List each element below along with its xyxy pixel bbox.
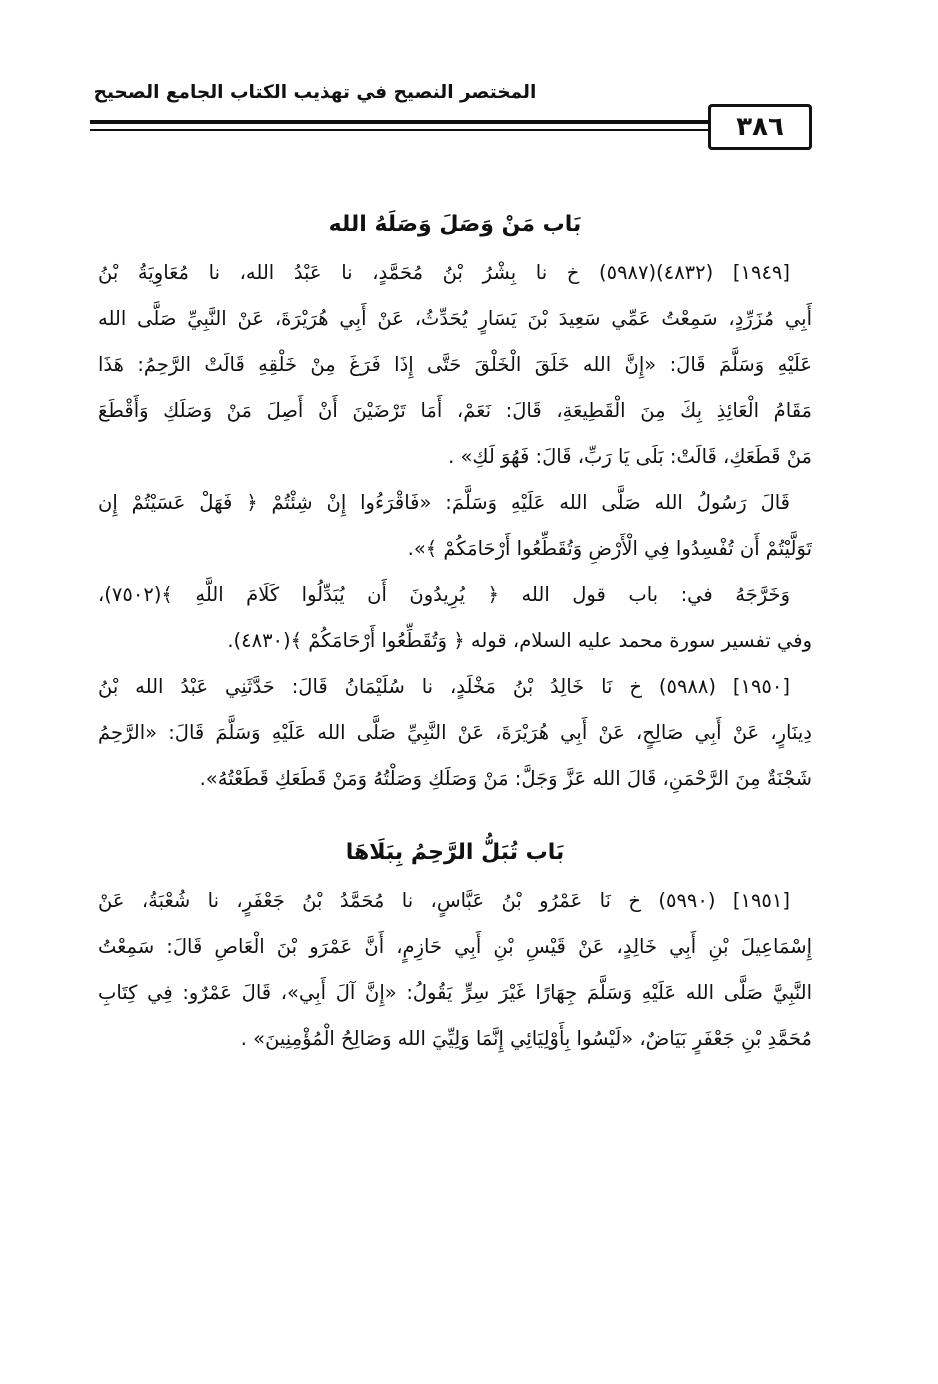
header-rule-thin [90,129,708,131]
text-line: عَلَيْهِ وَسَلَّمَ قَالَ: «إِنَّ الله خَلَقَ الْخَلْقَ حَتَّى إِذَا فَرَغَ مِنْ خَلْقِهِ قَالَتْ الرَّحِمُ: هَذَا [98,353,812,376]
hadith-1949 [98,250,812,480]
text-line: قَالَ رَسُولُ الله صَلَّى الله عَلَيْهِ وَسَلَّمَ: «فَاقْرَءُوا إِنْ شِئْتُمْ ﴿ فَهَلْ عَسَيْتُمْ إِن [98,491,790,514]
section-heading-1: بَاب مَنْ وَصَلَ وَصَلَهُ الله [328,212,582,237]
takhrij-paragraph [98,572,812,664]
text-line: [١٩٥٠] (٥٩٨٨) خ نَا خَالِدُ بْنُ مَخْلَدٍ، نا سُلَيْمَانُ قَالَ: حَدَّثَنِي عَبْدُ الله بْنُ [98,675,790,698]
text-line: [١٩٥١] (٥٩٩٠) خ نَا عَمْرُو بْنُ عَبَّاسٍ، نا مُحَمَّدُ بْنُ جَعْفَرٍ، نا شُعْبَةُ، عَنْ [98,889,790,912]
text-line: أَبِي مُزَرِّدٍ، سَمِعْتُ عَمِّي سَعِيدَ بْنَ يَسَارٍ يُحَدِّثُ، عَنْ أَبِي هُرَيْرَةَ، عَنْ النَّبِيِّ صَلَّى الله [98,307,812,330]
hadith-1951 [98,878,812,1062]
section-heading-2: بَاب تُبَلُّ الرَّحِمُ بِبَلَاهَا [345,840,565,865]
page-number: ٣٨٦ [708,104,812,150]
text-line: النَّبِيَّ صَلَّى الله عَلَيْهِ وَسَلَّمَ جِهَارًا غَيْرَ سِرٍّ يَقُولُ: «إِنَّ آلَ أَبِي»، قَالَ عَمْرٌو: فِي كِتَابِ [98,981,812,1004]
text-line: وفي تفسير سورة محمد عليه السلام، قوله ﴿ وَتُقَطِّعُوا أَرْحَامَكُمْ ﴾(٤٨٣٠). [227,629,812,652]
page-body [98,200,812,1062]
text-line: مَقَامُ الْعَائِذِ بِكَ مِنَ الْقَطِيعَةِ، قَالَ: نَعَمْ، أَمَا تَرْضَيْنَ أَنْ أَصِلَ مَنْ وَصَلَكِ وَأَقْطَعَ [98,399,812,422]
text-line: تَوَلَّيْتُمْ أَن تُفْسِدُوا فِي الْأَرْضِ وَتُقَطِّعُوا أَرْحَامَكُمْ ﴾». [407,537,812,560]
header-rule-thick [90,120,708,124]
text-line: مَنْ قَطَعَكِ، قَالَتْ: بَلَى يَا رَبِّ، قَالَ: فَهُوَ لَكِ» . [448,445,812,468]
text-line: [١٩٤٩] (٤٨٣٢)(٥٩٨٧) خ نا بِشْرُ بْنُ مُحَمَّدٍ، نا عَبْدُ الله، نا مُعَاوِيَةُ بْنُ [98,261,791,284]
text-line: وَخَرَّجَهُ في: باب قول الله ﴿ يُرِيدُونَ أَن يُبَدِّلُوا كَلَامَ اللَّهِ ﴾(٧٥٠٢)، [98,583,790,606]
hadith-1950 [98,664,812,802]
text-line: دِينَارٍ، عَنْ أَبِي صَالِحٍ، عَنْ أَبِي هُرَيْرَةَ، عَنْ النَّبِيِّ صَلَّى الله عَلَيْهِ وَسَلَّمَ قَالَ: «الرَّحِمُ [98,721,812,744]
running-title: المختصر النصيح في تهذيب الكتاب الجامع الصحيح [93,82,537,103]
quran-quote-paragraph [98,480,812,572]
text-line: مُحَمَّدِ بْنِ جَعْفَرٍ بَيَاضٌ، «لَيْسُوا بِأَوْلِيَائِي إِنَّمَا وَلِيِّيَ الله وَصَالِحُ الْمُؤْمِنِينَ» . [240,1027,812,1050]
text-line: إِسْمَاعِيلَ بْنِ أَبِي خَالِدٍ، عَنْ قَيْسِ بْنِ أَبِي حَازِمٍ، أَنَّ عَمْرَو بْنَ الْعَاصِ قَالَ: سَمِعْتُ [98,935,812,958]
text-line: شَجْنَةٌ مِنَ الرَّحْمَنِ، قَالَ الله عَزَّ وَجَلَّ: مَنْ وَصَلَكِ وَصَلْتُهُ وَمَنْ قَطَعَكِ قَطَعْتُهُ». [199,767,812,790]
